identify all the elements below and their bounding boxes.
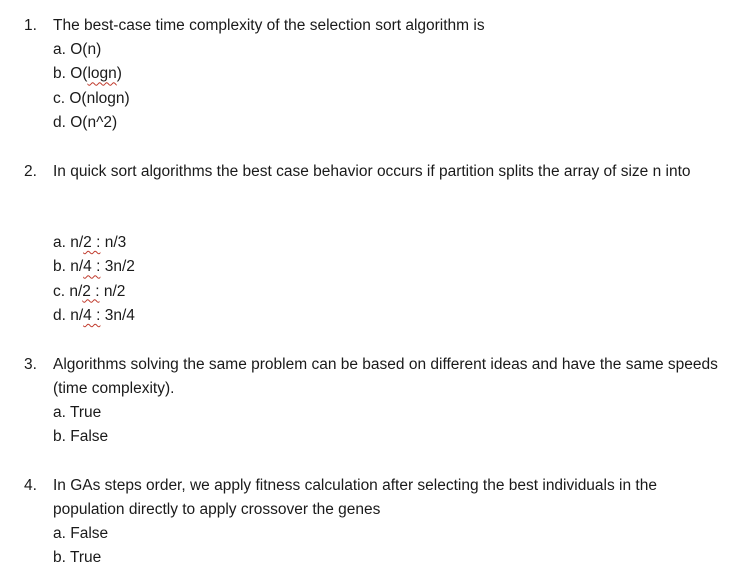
option-prefix: c. bbox=[53, 89, 70, 107]
options-list bbox=[53, 401, 108, 450]
option-rest: O(n^2) bbox=[70, 113, 118, 131]
question-text: Algorithms solving the same problem can be based on different ideas and have the same speeds (time complexity). bbox=[53, 356, 718, 397]
option-rest: True bbox=[69, 404, 102, 421]
option-a bbox=[53, 38, 130, 62]
option-rest: O(n) bbox=[70, 41, 102, 58]
options-list bbox=[53, 522, 108, 571]
option-b bbox=[53, 255, 135, 279]
option-prefix: d. bbox=[53, 113, 71, 131]
option-d bbox=[53, 111, 130, 135]
option-rest: n/3 bbox=[100, 234, 127, 251]
option-prefix: b. bbox=[53, 428, 71, 446]
options-list bbox=[53, 231, 135, 328]
option-prefix: a. n/ bbox=[53, 234, 84, 251]
option-b bbox=[53, 546, 108, 570]
option-c bbox=[53, 280, 135, 304]
option-a bbox=[53, 522, 108, 546]
question-number: 2. bbox=[24, 163, 37, 180]
option-a bbox=[53, 231, 135, 255]
option-marked-text: 2 : bbox=[83, 234, 101, 251]
option-rest: 3n/4 bbox=[100, 306, 135, 324]
option-prefix: a. bbox=[53, 525, 71, 542]
option-rest: 3n/2 bbox=[100, 258, 135, 276]
option-d bbox=[53, 304, 135, 328]
question-text: In quick sort algorithms the best case behavior occurs if partition splits the array of size n into bbox=[53, 163, 691, 180]
options-list bbox=[53, 38, 130, 135]
option-b bbox=[53, 62, 130, 86]
option-marked-text: 4 : bbox=[83, 258, 101, 276]
option-prefix: b. bbox=[53, 549, 70, 567]
option-marked-text: 4 : bbox=[83, 306, 101, 324]
option-a bbox=[53, 401, 108, 425]
option-marked-text: logn bbox=[87, 65, 117, 83]
option-prefix: a. bbox=[53, 41, 71, 58]
option-rest: ) bbox=[116, 65, 122, 83]
option-prefix: b. O( bbox=[53, 65, 88, 83]
option-rest: False bbox=[70, 525, 109, 542]
question-number: 4. bbox=[24, 477, 37, 494]
option-rest: True bbox=[69, 549, 102, 567]
option-prefix: b. n/ bbox=[53, 258, 84, 276]
option-marked-text: 2 : bbox=[82, 282, 100, 300]
question-number: 3. bbox=[24, 356, 37, 373]
question-number: 1. bbox=[24, 17, 37, 34]
option-prefix: c. n/ bbox=[53, 282, 83, 300]
question-text: In GAs steps order, we apply fitness calculation after selecting the best individuals in the population directly to apply crossover the genes bbox=[53, 477, 657, 518]
option-rest: False bbox=[70, 428, 109, 446]
option-prefix: a. bbox=[53, 404, 70, 421]
option-rest: n/2 bbox=[99, 282, 126, 300]
option-prefix: d. n/ bbox=[53, 306, 84, 324]
question-text: The best-case time complexity of the selection sort algorithm is bbox=[53, 17, 485, 34]
option-c bbox=[53, 87, 130, 111]
option-rest: O(nlogn) bbox=[69, 89, 130, 107]
option-b bbox=[53, 425, 108, 449]
